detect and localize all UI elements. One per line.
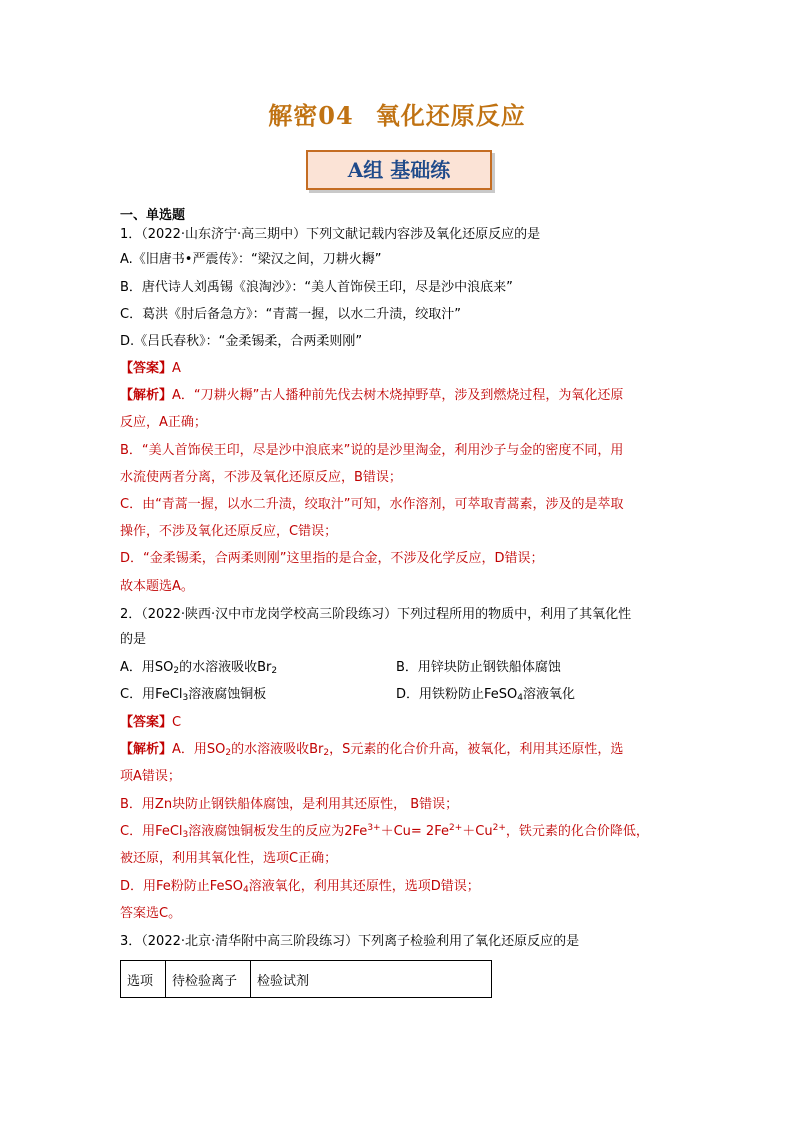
page-title bbox=[0, 96, 794, 131]
answer-tag: 【答案】 bbox=[120, 361, 173, 376]
q1-option-d: D.《吕氏春秋》：“金柔锡柔，合两柔则刚” bbox=[120, 334, 363, 349]
q1-analysis-line: 反应，A正确； bbox=[120, 415, 207, 430]
q2-stem: 2．（2022·陕西·汉中市龙岗学校高三阶段练习）下列过程所用的物质中，利用了其氧化性 bbox=[120, 607, 632, 622]
q2-analysis-line: C．用FeCl$_3$溶液腐蚀铜板发生的反应为$2Fe^{3+}+Cu= 2Fe^{2+}+Cu^{2+}$，铁元素的化合价降低， bbox=[120, 823, 649, 840]
q1-analysis-line: 水流使两者分离，不涉及氧化还原反应，B错误； bbox=[120, 470, 402, 485]
q1-answer bbox=[120, 359, 181, 379]
q1-option-c: C．葛洪《肘后备急方》：“青蒿一握，以水二升渍，绞取汁” bbox=[120, 307, 462, 322]
q2-option-b: B．用锌块防止钢铁船体腐蚀 bbox=[396, 660, 561, 675]
q1-analysis-line: 故本题选A。 bbox=[120, 579, 194, 594]
q1-analysis-line: D．“金柔锡柔，合两柔则刚”这里指的是合金，不涉及化学反应，D错误； bbox=[120, 551, 544, 566]
table-header-cell: 选项 bbox=[121, 961, 166, 998]
q1-option-a: A.《旧唐书•严震传》：“梁汉之间，刀耕火耨” bbox=[120, 252, 382, 267]
q3-stem: 3．（2022·北京·清华附中高三阶段练习）下列离子检验利用了氧化还原反应的是 bbox=[120, 934, 580, 949]
title-part2: 氧化还原反应 bbox=[375, 101, 526, 130]
q2-analysis-line: 被还原，利用其氧化性，选项C正确； bbox=[120, 851, 338, 866]
q2-option-a: A．用$SO_2$的水溶液吸收$Br_2$ bbox=[120, 660, 278, 676]
q2-analysis-line: 【解析】A．用$SO_2$的水溶液吸收$Br_2$，S元素的化合价升高，被氧化，利用其还原性，选 bbox=[120, 742, 624, 758]
analysis-tag: 【解析】 bbox=[120, 388, 173, 403]
section-heading: 一、单选题 bbox=[120, 208, 186, 223]
title-part1: 解密04 bbox=[268, 101, 354, 130]
q2-stem-cont: 的是 bbox=[120, 632, 147, 647]
q2-analysis-line: 答案选C。 bbox=[120, 906, 182, 921]
q1-analysis-line: C．由“青蒿一握，以水二升渍，绞取汁”可知，水作溶剂，可萃取青蒿素，涉及的是萃取 bbox=[120, 497, 624, 512]
q1-stem: 1．（2022·山东济宁·高三期中）下列文献记载内容涉及氧化还原反应的是 bbox=[120, 227, 541, 242]
q2-options-row1 bbox=[120, 658, 720, 678]
table-header-cell: 检验试剂 bbox=[251, 961, 492, 998]
q2-answer: 【答案】C bbox=[120, 715, 182, 730]
q2-analysis-line: D．用Fe粉防止FeSO$_4$溶液氧化，利用其还原性，选项D错误； bbox=[120, 879, 480, 895]
q1-option-b: B．唐代诗人刘禹锡《浪淘沙》：“美人首饰侯王印，尽是沙中浪底来” bbox=[120, 280, 513, 295]
q2-options-row2 bbox=[120, 685, 720, 705]
answer-value: A bbox=[172, 361, 181, 376]
q3-table bbox=[120, 960, 492, 998]
q2-option-c: C．用FeCl$_3$溶液腐蚀铜板 bbox=[120, 687, 267, 703]
q1-analysis-line: 操作，不涉及氧化还原反应，C错误； bbox=[120, 524, 338, 539]
q2-analysis-line: 项A错误； bbox=[120, 769, 181, 784]
q1-analysis-line: 【解析】A．“刀耕火耨”古人播种前先伐去树木烧掉野草，涉及到燃烧过程，为氧化还原 bbox=[120, 388, 624, 403]
q2-analysis-line: B．用Zn块防止钢铁船体腐蚀，是利用其还原性， B错误； bbox=[120, 797, 459, 812]
q2-option-d: D．用铁粉防止FeSO$_4$溶液氧化 bbox=[396, 687, 576, 703]
q1-analysis-line: B．“美人首饰侯王印，尽是沙中浪底来”说的是沙里淘金，利用沙子与金的密度不同，用 bbox=[120, 443, 624, 458]
table-header-cell: 待检验离子 bbox=[166, 961, 251, 998]
table-header-row bbox=[121, 961, 492, 998]
group-label-box: A组 基础练 bbox=[306, 150, 492, 190]
